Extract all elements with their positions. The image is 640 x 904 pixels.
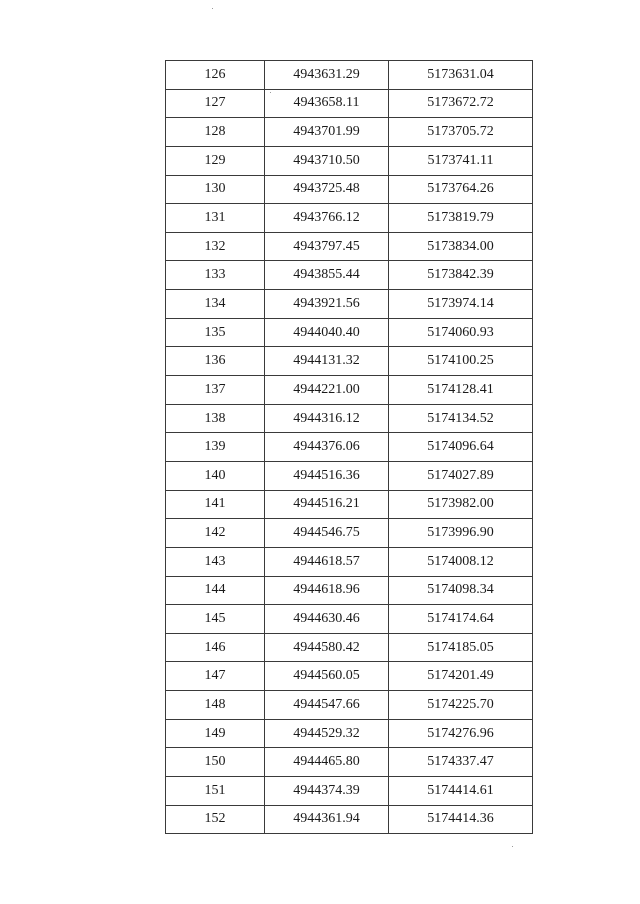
y-coordinate-cell: 5173741.11: [389, 146, 533, 175]
y-coordinate-cell: 5173764.26: [389, 175, 533, 204]
scan-speck: [512, 846, 513, 847]
x-coordinate-cell: 4943631.29: [265, 61, 389, 90]
y-coordinate-cell: 5174337.47: [389, 748, 533, 777]
point-number-cell: 127: [166, 89, 265, 118]
y-coordinate-cell: 5173996.90: [389, 519, 533, 548]
x-coordinate-cell: 4943725.48: [265, 175, 389, 204]
y-coordinate-cell: 5174128.41: [389, 376, 533, 405]
y-coordinate-cell: 5173982.00: [389, 490, 533, 519]
y-coordinate-cell: 5173842.39: [389, 261, 533, 290]
table-row: [166, 748, 533, 777]
x-coordinate-cell: 4943766.12: [265, 204, 389, 233]
y-coordinate-cell: 5174276.96: [389, 719, 533, 748]
table-row: [166, 547, 533, 576]
x-coordinate-cell: 4944376.06: [265, 433, 389, 462]
table-row: [166, 376, 533, 405]
x-coordinate-cell: 4944560.05: [265, 662, 389, 691]
x-coordinate-cell: 4944546.75: [265, 519, 389, 548]
point-number-cell: 143: [166, 547, 265, 576]
point-number-cell: 149: [166, 719, 265, 748]
x-coordinate-cell: 4944516.21: [265, 490, 389, 519]
point-number-cell: 147: [166, 662, 265, 691]
x-coordinate-cell: 4944618.96: [265, 576, 389, 605]
coordinate-table: [165, 60, 533, 834]
y-coordinate-cell: 5174174.64: [389, 605, 533, 634]
y-coordinate-cell: 5173705.72: [389, 118, 533, 147]
table-row: [166, 290, 533, 319]
table-row: [166, 318, 533, 347]
y-coordinate-cell: 5174100.25: [389, 347, 533, 376]
point-number-cell: 150: [166, 748, 265, 777]
table-row: [166, 347, 533, 376]
table-row: [166, 204, 533, 233]
x-coordinate-cell: 4943658.11: [265, 89, 389, 118]
y-coordinate-cell: 5173819.79: [389, 204, 533, 233]
point-number-cell: 139: [166, 433, 265, 462]
x-coordinate-cell: 4943710.50: [265, 146, 389, 175]
table-row: [166, 605, 533, 634]
y-coordinate-cell: 5174225.70: [389, 691, 533, 720]
x-coordinate-cell: 4944516.36: [265, 461, 389, 490]
point-number-cell: 133: [166, 261, 265, 290]
table-row: [166, 461, 533, 490]
y-coordinate-cell: 5173834.00: [389, 232, 533, 261]
table-row: [166, 633, 533, 662]
y-coordinate-cell: 5173672.72: [389, 89, 533, 118]
point-number-cell: 151: [166, 777, 265, 806]
x-coordinate-cell: 4943701.99: [265, 118, 389, 147]
table-row: [166, 777, 533, 806]
table-row: [166, 175, 533, 204]
table-row: [166, 662, 533, 691]
point-number-cell: 152: [166, 805, 265, 834]
table-row: [166, 433, 533, 462]
table-row: [166, 404, 533, 433]
point-number-cell: 130: [166, 175, 265, 204]
x-coordinate-cell: 4944465.80: [265, 748, 389, 777]
point-number-cell: 128: [166, 118, 265, 147]
y-coordinate-cell: 5173974.14: [389, 290, 533, 319]
table-row: [166, 691, 533, 720]
table-row: [166, 118, 533, 147]
y-coordinate-cell: 5174201.49: [389, 662, 533, 691]
table-row: [166, 89, 533, 118]
x-coordinate-cell: 4944547.66: [265, 691, 389, 720]
y-coordinate-cell: 5173631.04: [389, 61, 533, 90]
x-coordinate-cell: 4944374.39: [265, 777, 389, 806]
table-row: [166, 719, 533, 748]
point-number-cell: 135: [166, 318, 265, 347]
x-coordinate-cell: 4944316.12: [265, 404, 389, 433]
x-coordinate-cell: 4943797.45: [265, 232, 389, 261]
x-coordinate-cell: 4944040.40: [265, 318, 389, 347]
x-coordinate-cell: 4944529.32: [265, 719, 389, 748]
point-number-cell: 140: [166, 461, 265, 490]
x-coordinate-cell: 4944580.42: [265, 633, 389, 662]
table-row: [166, 146, 533, 175]
point-number-cell: 132: [166, 232, 265, 261]
point-number-cell: 138: [166, 404, 265, 433]
point-number-cell: 142: [166, 519, 265, 548]
point-number-cell: 136: [166, 347, 265, 376]
x-coordinate-cell: 4944618.57: [265, 547, 389, 576]
y-coordinate-cell: 5174098.34: [389, 576, 533, 605]
table-row: [166, 261, 533, 290]
x-coordinate-cell: 4944361.94: [265, 805, 389, 834]
y-coordinate-cell: 5174414.36: [389, 805, 533, 834]
x-coordinate-cell: 4944131.32: [265, 347, 389, 376]
point-number-cell: 144: [166, 576, 265, 605]
y-coordinate-cell: 5174008.12: [389, 547, 533, 576]
table-row: [166, 805, 533, 834]
x-coordinate-cell: 4944630.46: [265, 605, 389, 634]
table-row: [166, 576, 533, 605]
x-coordinate-cell: 4943921.56: [265, 290, 389, 319]
point-number-cell: 131: [166, 204, 265, 233]
x-coordinate-cell: 4943855.44: [265, 261, 389, 290]
point-number-cell: 148: [166, 691, 265, 720]
table-row: [166, 61, 533, 90]
point-number-cell: 145: [166, 605, 265, 634]
point-number-cell: 126: [166, 61, 265, 90]
y-coordinate-cell: 5174414.61: [389, 777, 533, 806]
y-coordinate-cell: 5174060.93: [389, 318, 533, 347]
y-coordinate-cell: 5174134.52: [389, 404, 533, 433]
table-row: [166, 232, 533, 261]
point-number-cell: 134: [166, 290, 265, 319]
table-row: [166, 490, 533, 519]
table-row: [166, 519, 533, 548]
point-number-cell: 129: [166, 146, 265, 175]
y-coordinate-cell: 5174027.89: [389, 461, 533, 490]
scan-speck: [212, 8, 213, 9]
x-coordinate-cell: 4944221.00: [265, 376, 389, 405]
coordinate-table-body: [166, 61, 533, 834]
point-number-cell: 141: [166, 490, 265, 519]
point-number-cell: 137: [166, 376, 265, 405]
point-number-cell: 146: [166, 633, 265, 662]
y-coordinate-cell: 5174185.05: [389, 633, 533, 662]
y-coordinate-cell: 5174096.64: [389, 433, 533, 462]
